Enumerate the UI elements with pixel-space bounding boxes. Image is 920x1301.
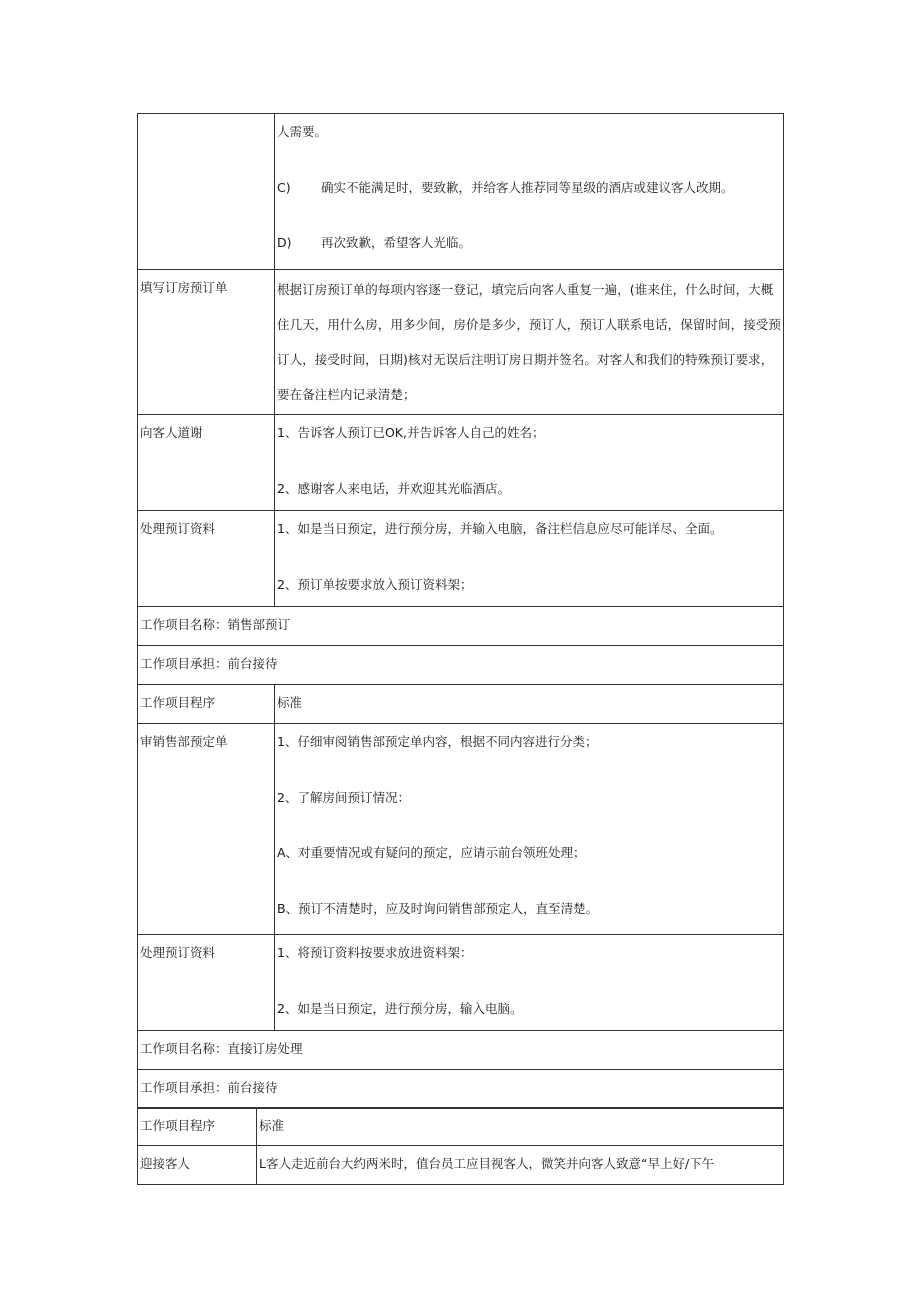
table-row [138,724,784,935]
table-row [138,1146,784,1185]
content-cell [275,685,784,724]
table-row [138,935,784,1031]
text-line: 2、感谢客人来电话，并欢迎其光临酒店。 [277,480,510,496]
item-text: 再次致歉，希望客人光临。 [321,235,472,251]
column-header: 标准 [277,695,303,710]
content-cell [275,511,784,607]
table-row [138,511,784,607]
procedure-table-tail [137,1107,784,1185]
table-row [138,1108,784,1146]
text-line: 2、了解房间预订情况： [277,789,410,805]
item-text: 确实不能满足时，要致歉，并给客人推荐同等星级的酒店或建议客人改期。 [321,179,734,195]
label-cell [138,724,275,935]
content-cell [275,724,784,935]
text-line: 人需要。 [277,124,328,139]
section-title-cell [138,1031,784,1070]
section-owner: 工作项目承担：前台接待 [140,1080,278,1095]
text-line: L客人走近前台大约两米时，值台员工应目视客人，微笑并向客人致意“早上好/下午 [259,1156,715,1171]
label-cell [138,935,275,1031]
text-line: 2、如是当日预定，进行预分房，输入电脑。 [277,1000,523,1016]
section-title-cell [138,607,784,646]
row-label: 填写订房预订单 [140,280,228,295]
text-line: 1、仔细审阅销售部预定单内容，根据不同内容进行分类； [277,734,598,749]
section-owner-cell [138,1070,784,1109]
row-label: 审销售部预定单 [140,734,228,749]
label-cell [138,415,275,511]
row-label: 处理预订资料 [140,521,216,536]
procedure-table [137,113,784,1109]
content-cell [257,1108,784,1146]
table-row [138,114,784,270]
content-cell [275,270,784,415]
text-line: 1、将预订资料按要求放进资料架： [277,945,473,960]
row-label: 向客人道谢 [140,425,203,440]
table-row [138,1070,784,1109]
column-header: 工作项目程序 [140,1118,216,1133]
label-cell [138,1108,257,1146]
text-line: 1、告诉客人预订已OK,并告诉客人自己的姓名； [277,425,545,440]
content-cell [257,1146,784,1185]
content-cell [275,114,784,270]
text-line [277,180,781,196]
table-row [138,415,784,511]
text-block: 根据订房预订单的每项内容逐一登记，填完后向客人重复一遍，(谁来住，什么时间，大概住几天，用什么房，用多少间，房价是多少，预订人，预订人联系电话，保留时间，接受预订人，接受时间，日期)核对无误后注明订房日期并签名。对客人和我们的特殊预订要求，要在备注栏内记录清楚； [277,282,782,402]
table-row [138,646,784,685]
label-cell [138,1146,257,1185]
text-line: 1、如是当日预定，进行预分房，并输入电脑，备注栏信息应尽可能详尽、全面。 [277,521,723,536]
item-marker: D) [277,235,292,251]
section-title: 工作项目名称：直接订房处理 [140,1041,303,1056]
row-label: 迎接客人 [140,1156,191,1171]
row-label: 处理预订资料 [140,945,216,960]
table-row [138,1031,784,1070]
content-cell [275,935,784,1031]
content-cell [275,415,784,511]
section-title: 工作项目名称：销售部预订 [140,617,291,632]
table-row [138,685,784,724]
item-marker: C) [277,179,291,195]
empty-label-cell [138,114,275,270]
text-line: 2、预订单按要求放入预订资料架； [277,576,473,592]
section-owner-cell [138,646,784,685]
text-line: A、对重要情况或有疑问的预定，应请示前台领班处理； [277,845,586,861]
column-header: 标准 [259,1118,285,1133]
column-header: 工作项目程序 [140,695,216,710]
table-row [138,270,784,415]
text-line: B、预订不清楚时，应及时询问销售部预定人，直至清楚。 [277,900,599,916]
table-row [138,607,784,646]
label-cell [138,270,275,415]
label-cell [138,511,275,607]
section-owner: 工作项目承担：前台接待 [140,656,278,671]
text-line [277,235,781,251]
label-cell [138,685,275,724]
